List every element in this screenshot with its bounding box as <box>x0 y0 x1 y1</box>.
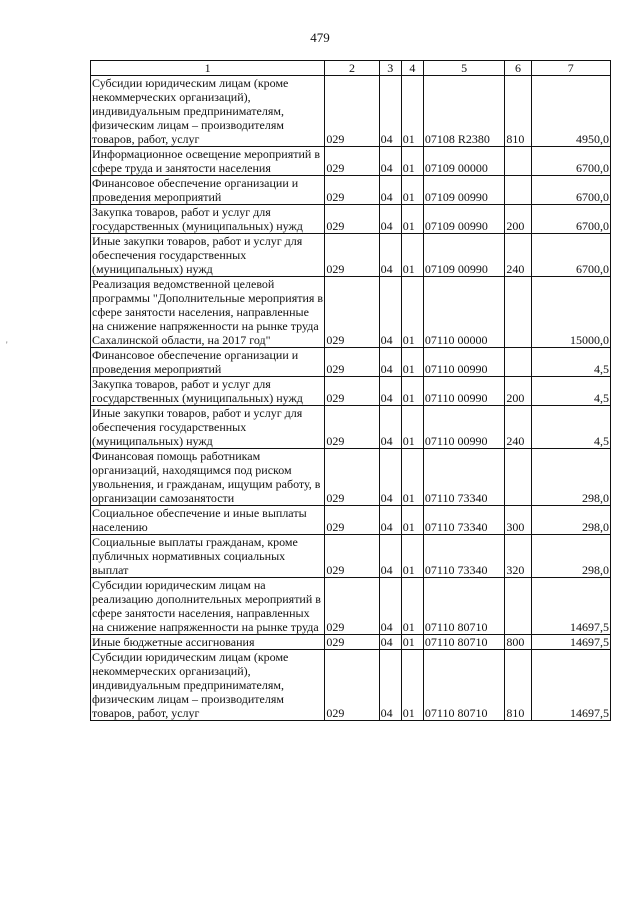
table-row <box>91 506 611 535</box>
row-section: 04 <box>379 650 401 721</box>
row-admin-code: 029 <box>325 76 379 147</box>
row-name: Финансовая помощь работникам организаций, находящимся под риском увольнения, и гражданам, ищущим работу, в организации самозанятости <box>91 449 325 506</box>
row-expense-type: 240 <box>505 234 531 277</box>
row-expense-type <box>505 578 531 635</box>
row-admin-code: 029 <box>325 578 379 635</box>
row-amount: 6700,0 <box>531 147 610 176</box>
row-section: 04 <box>379 234 401 277</box>
row-name: Финансовое обеспечение организации и проведения мероприятий <box>91 348 325 377</box>
row-section: 04 <box>379 147 401 176</box>
row-expense-type: 200 <box>505 205 531 234</box>
row-target-code: 07108 R2380 <box>423 76 504 147</box>
row-subsection: 01 <box>401 205 423 234</box>
row-admin-code: 029 <box>325 234 379 277</box>
row-admin-code: 029 <box>325 506 379 535</box>
row-expense-type: 240 <box>505 406 531 449</box>
row-amount: 14697,5 <box>531 650 610 721</box>
row-expense-type <box>505 147 531 176</box>
row-subsection: 01 <box>401 76 423 147</box>
table-row <box>91 535 611 578</box>
row-target-code: 07110 73340 <box>423 535 504 578</box>
row-amount: 6700,0 <box>531 176 610 205</box>
row-subsection: 01 <box>401 234 423 277</box>
table-row <box>91 650 611 721</box>
row-admin-code: 029 <box>325 176 379 205</box>
col-header-3: 3 <box>379 61 401 76</box>
row-section: 04 <box>379 578 401 635</box>
row-name: Социальное обеспечение и иные выплаты населению <box>91 506 325 535</box>
row-admin-code: 029 <box>325 147 379 176</box>
row-section: 04 <box>379 176 401 205</box>
row-name: Субсидии юридическим лицам (кроме некоммерческих организаций), индивидуальным предпринимателям, физическим лицам – производителям товаров, работ, услуг <box>91 76 325 147</box>
row-target-code: 07110 00000 <box>423 277 504 348</box>
col-header-2: 2 <box>325 61 379 76</box>
table-row <box>91 205 611 234</box>
row-subsection: 01 <box>401 176 423 205</box>
row-admin-code: 029 <box>325 406 379 449</box>
row-section: 04 <box>379 406 401 449</box>
table-row <box>91 147 611 176</box>
row-admin-code: 029 <box>325 635 379 650</box>
row-subsection: 01 <box>401 535 423 578</box>
row-admin-code: 029 <box>325 348 379 377</box>
row-amount: 6700,0 <box>531 205 610 234</box>
row-target-code: 07110 00990 <box>423 406 504 449</box>
page-number: 479 <box>310 30 330 45</box>
row-target-code: 07110 80710 <box>423 650 504 721</box>
row-expense-type <box>505 176 531 205</box>
row-section: 04 <box>379 205 401 234</box>
row-name: Социальные выплаты гражданам, кроме публичных нормативных социальных выплат <box>91 535 325 578</box>
row-admin-code: 029 <box>325 535 379 578</box>
row-expense-type: 200 <box>505 377 531 406</box>
row-subsection: 01 <box>401 578 423 635</box>
table-row <box>91 76 611 147</box>
row-expense-type: 810 <box>505 76 531 147</box>
row-target-code: 07110 00990 <box>423 377 504 406</box>
row-name: Финансовое обеспечение организации и проведения мероприятий <box>91 176 325 205</box>
row-subsection: 01 <box>401 449 423 506</box>
row-expense-type: 300 <box>505 506 531 535</box>
col-header-6: 6 <box>505 61 531 76</box>
row-subsection: 01 <box>401 406 423 449</box>
row-admin-code: 029 <box>325 449 379 506</box>
row-target-code: 07110 00990 <box>423 348 504 377</box>
row-name: Иные закупки товаров, работ и услуг для обеспечения государственных (муниципальных) нужд <box>91 234 325 277</box>
table-body <box>91 76 611 721</box>
row-target-code: 07110 80710 <box>423 635 504 650</box>
row-target-code: 07109 00000 <box>423 147 504 176</box>
row-amount: 4,5 <box>531 406 610 449</box>
row-target-code: 07110 73340 <box>423 506 504 535</box>
row-amount: 6700,0 <box>531 234 610 277</box>
row-name: Субсидии юридическим лицам (кроме некоммерческих организаций), индивидуальным предпринимателям, физическим лицам – производителям товаров, работ, услуг <box>91 650 325 721</box>
col-header-4: 4 <box>401 61 423 76</box>
row-name: Иные закупки товаров, работ и услуг для обеспечения государственных (муниципальных) нужд <box>91 406 325 449</box>
table-row <box>91 377 611 406</box>
row-name: Иные бюджетные ассигнования <box>91 635 325 650</box>
row-target-code: 07109 00990 <box>423 205 504 234</box>
col-header-5: 5 <box>423 61 504 76</box>
row-target-code: 07109 00990 <box>423 234 504 277</box>
row-target-code: 07109 00990 <box>423 176 504 205</box>
row-admin-code: 029 <box>325 650 379 721</box>
col-header-1: 1 <box>91 61 325 76</box>
row-amount: 14697,5 <box>531 635 610 650</box>
table-row <box>91 277 611 348</box>
row-subsection: 01 <box>401 377 423 406</box>
row-amount: 298,0 <box>531 506 610 535</box>
table-row <box>91 348 611 377</box>
row-amount: 298,0 <box>531 449 610 506</box>
table-row <box>91 449 611 506</box>
budget-table <box>90 60 611 721</box>
header-row <box>91 61 611 76</box>
row-expense-type <box>505 277 531 348</box>
row-section: 04 <box>379 76 401 147</box>
row-amount: 4950,0 <box>531 76 610 147</box>
table-header <box>91 61 611 76</box>
row-admin-code: 029 <box>325 205 379 234</box>
row-name: Субсидии юридическим лицам на реализацию дополнительных мероприятий в сфере занятости населения, направленных на снижение напряженности на рынке труда <box>91 578 325 635</box>
table-row <box>91 176 611 205</box>
col-header-7: 7 <box>531 61 610 76</box>
row-name: Закупка товаров, работ и услуг для государственных (муниципальных) нужд <box>91 205 325 234</box>
row-target-code: 07110 73340 <box>423 449 504 506</box>
row-section: 04 <box>379 277 401 348</box>
row-section: 04 <box>379 449 401 506</box>
row-amount: 298,0 <box>531 535 610 578</box>
row-amount: 4,5 <box>531 377 610 406</box>
row-subsection: 01 <box>401 635 423 650</box>
row-expense-type: 320 <box>505 535 531 578</box>
row-expense-type: 800 <box>505 635 531 650</box>
row-subsection: 01 <box>401 348 423 377</box>
row-name: Закупка товаров, работ и услуг для государственных (муниципальных) нужд <box>91 377 325 406</box>
row-section: 04 <box>379 635 401 650</box>
table-row <box>91 635 611 650</box>
row-amount: 15000,0 <box>531 277 610 348</box>
table-row <box>91 234 611 277</box>
row-admin-code: 029 <box>325 377 379 406</box>
scan-mark: ' <box>6 340 8 350</box>
row-admin-code: 029 <box>325 277 379 348</box>
row-amount: 14697,5 <box>531 578 610 635</box>
table-row <box>91 406 611 449</box>
row-target-code: 07110 80710 <box>423 578 504 635</box>
row-subsection: 01 <box>401 506 423 535</box>
row-name: Реализация ведомственной целевой программы "Дополнительные мероприятия в сфере занятости населения, направленные на снижение напряженности на рынке труда Сахалинской области, на 2017 год" <box>92 277 324 347</box>
row-section: 04 <box>379 377 401 406</box>
row-section: 04 <box>379 506 401 535</box>
row-subsection: 01 <box>401 650 423 721</box>
row-expense-type <box>505 449 531 506</box>
row-expense-type <box>505 348 531 377</box>
row-subsection: 01 <box>401 277 423 348</box>
row-name: Информационное освещение мероприятий в сфере труда и занятости населения <box>91 147 325 176</box>
row-subsection: 01 <box>401 147 423 176</box>
row-expense-type: 810 <box>505 650 531 721</box>
row-section: 04 <box>379 348 401 377</box>
row-amount: 4,5 <box>531 348 610 377</box>
table-row <box>91 578 611 635</box>
row-section: 04 <box>379 535 401 578</box>
